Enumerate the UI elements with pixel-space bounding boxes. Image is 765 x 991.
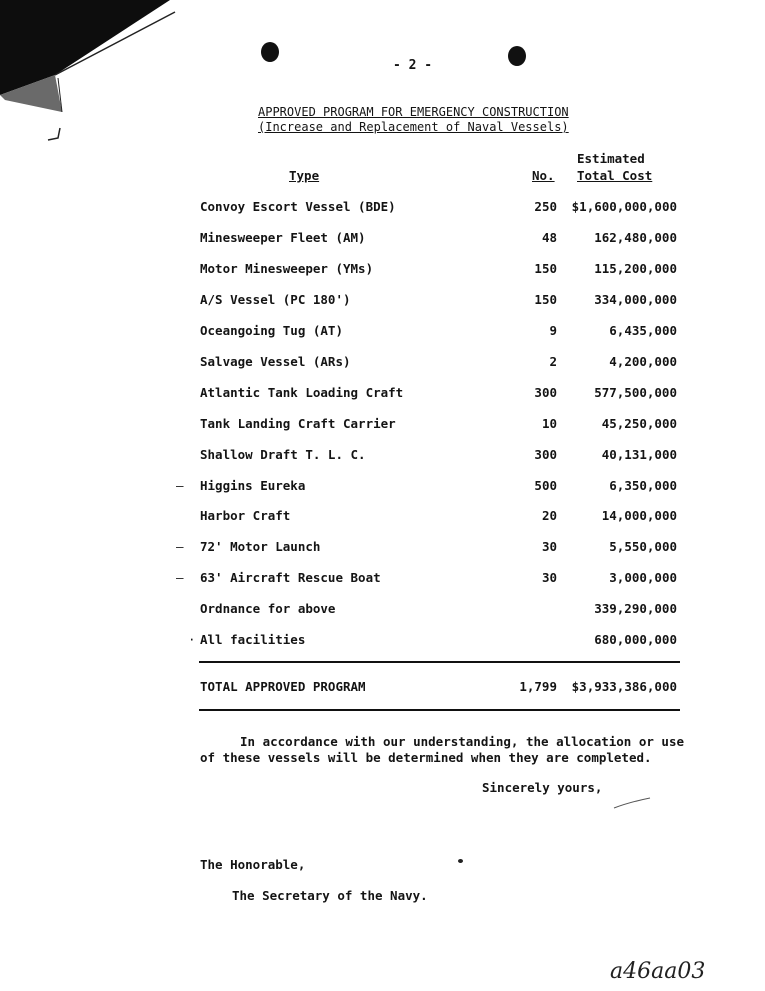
table-row xyxy=(0,478,765,496)
margin-mark: · xyxy=(188,632,196,647)
table-row xyxy=(0,323,765,341)
margin-mark: — xyxy=(176,539,184,554)
margin-mark: — xyxy=(176,570,184,585)
vessel-count: 500 xyxy=(534,478,557,493)
vessel-count: 30 xyxy=(541,570,557,585)
vessel-type: 63' Aircraft Rescue Boat xyxy=(200,570,381,585)
vessel-cost: 577,500,000 xyxy=(594,385,677,400)
column-header-cost-line2: Total Cost xyxy=(577,168,653,183)
table-row xyxy=(0,261,765,279)
ink-dot xyxy=(458,859,463,863)
vessel-count: 300 xyxy=(534,447,557,462)
vessel-count: 20 xyxy=(541,508,557,523)
signature-stroke xyxy=(612,796,652,810)
table-row xyxy=(0,508,765,526)
addressee-line-1: The Honorable, xyxy=(200,857,306,872)
vessel-count: 250 xyxy=(534,199,557,214)
vessel-cost: 339,290,000 xyxy=(594,601,677,616)
vessel-cost: 4,200,000 xyxy=(609,354,677,369)
vessel-type: Atlantic Tank Loading Craft xyxy=(200,385,404,400)
addressee-line-2: The Secretary of the Navy. xyxy=(232,888,428,903)
vessel-count: 300 xyxy=(534,385,557,400)
vessel-cost: $1,600,000,000 xyxy=(571,199,677,214)
table-row xyxy=(0,601,765,619)
vessel-cost: 6,435,000 xyxy=(609,323,677,338)
vessel-type: Ordnance for above xyxy=(200,601,336,616)
vessel-type: Higgins Eureka xyxy=(200,478,306,493)
vessel-cost: 5,550,000 xyxy=(609,539,677,554)
document-subtitle: (Increase and Replacement of Naval Vessels) xyxy=(258,120,569,134)
table-row xyxy=(0,570,765,588)
vessel-count: 9 xyxy=(549,323,557,338)
vessel-cost: 334,000,000 xyxy=(594,292,677,307)
punch-hole-left xyxy=(261,42,279,62)
vessel-type: Tank Landing Craft Carrier xyxy=(200,416,396,431)
vessel-count: 150 xyxy=(534,261,557,276)
vessel-cost: 115,200,000 xyxy=(594,261,677,276)
vessel-type: All facilities xyxy=(200,632,306,647)
total-rule-top xyxy=(199,661,680,663)
table-row xyxy=(0,632,765,650)
scan-corner-shadow xyxy=(0,0,180,150)
vessel-type: Harbor Craft xyxy=(200,508,291,523)
vessel-cost: 680,000,000 xyxy=(594,632,677,647)
table-row xyxy=(0,292,765,310)
page-number: - 2 - xyxy=(393,58,433,73)
vessel-type: Salvage Vessel (ARs) xyxy=(200,354,351,369)
paragraph-line-2: of these vessels will be determined when they are completed. xyxy=(200,750,652,765)
vessel-type: Motor Minesweeper (YMs) xyxy=(200,261,374,276)
vessel-type: Shallow Draft T. L. C. xyxy=(200,447,366,462)
table-row xyxy=(0,199,765,217)
margin-mark: — xyxy=(176,478,184,493)
vessel-cost: 6,350,000 xyxy=(609,478,677,493)
vessel-type: Minesweeper Fleet (AM) xyxy=(200,230,366,245)
table-row xyxy=(0,354,765,372)
column-header-type: Type xyxy=(289,168,320,183)
vessel-count: 48 xyxy=(541,230,557,245)
vessel-count: 10 xyxy=(541,416,557,431)
total-cost: $3,933,386,000 xyxy=(571,679,677,694)
paragraph-line-1: In accordance with our understanding, the allocation or use xyxy=(240,734,685,749)
vessel-cost: 14,000,000 xyxy=(601,508,677,523)
vessel-count: 30 xyxy=(541,539,557,554)
table-row xyxy=(0,230,765,248)
column-header-no: No. xyxy=(532,168,555,183)
vessel-cost: 162,480,000 xyxy=(594,230,677,245)
closing: Sincerely yours, xyxy=(482,780,603,795)
column-header-cost-line1: Estimated xyxy=(577,151,645,166)
table-row xyxy=(0,416,765,434)
vessel-count: 150 xyxy=(534,292,557,307)
table-row xyxy=(0,539,765,557)
punch-hole-right xyxy=(508,46,526,66)
total-count: 1,799 xyxy=(519,679,557,694)
table-row xyxy=(0,447,765,465)
vessel-cost: 40,131,000 xyxy=(601,447,677,462)
vessel-count: 2 xyxy=(549,354,557,369)
handwritten-archive-number xyxy=(608,952,718,986)
handwritten-archive-text: a46aa03 xyxy=(610,959,706,984)
vessel-type: Convoy Escort Vessel (BDE) xyxy=(200,199,396,214)
document-title: APPROVED PROGRAM FOR EMERGENCY CONSTRUCTION xyxy=(258,105,569,119)
vessel-type: Oceangoing Tug (AT) xyxy=(200,323,343,338)
vessel-cost: 45,250,000 xyxy=(601,416,677,431)
table-row xyxy=(0,385,765,403)
total-rule-bottom xyxy=(199,709,680,711)
vessel-type: A/S Vessel (PC 180') xyxy=(200,292,351,307)
vessel-cost: 3,000,000 xyxy=(609,570,677,585)
total-label: TOTAL APPROVED PROGRAM xyxy=(200,679,366,694)
vessel-type: 72' Motor Launch xyxy=(200,539,321,554)
